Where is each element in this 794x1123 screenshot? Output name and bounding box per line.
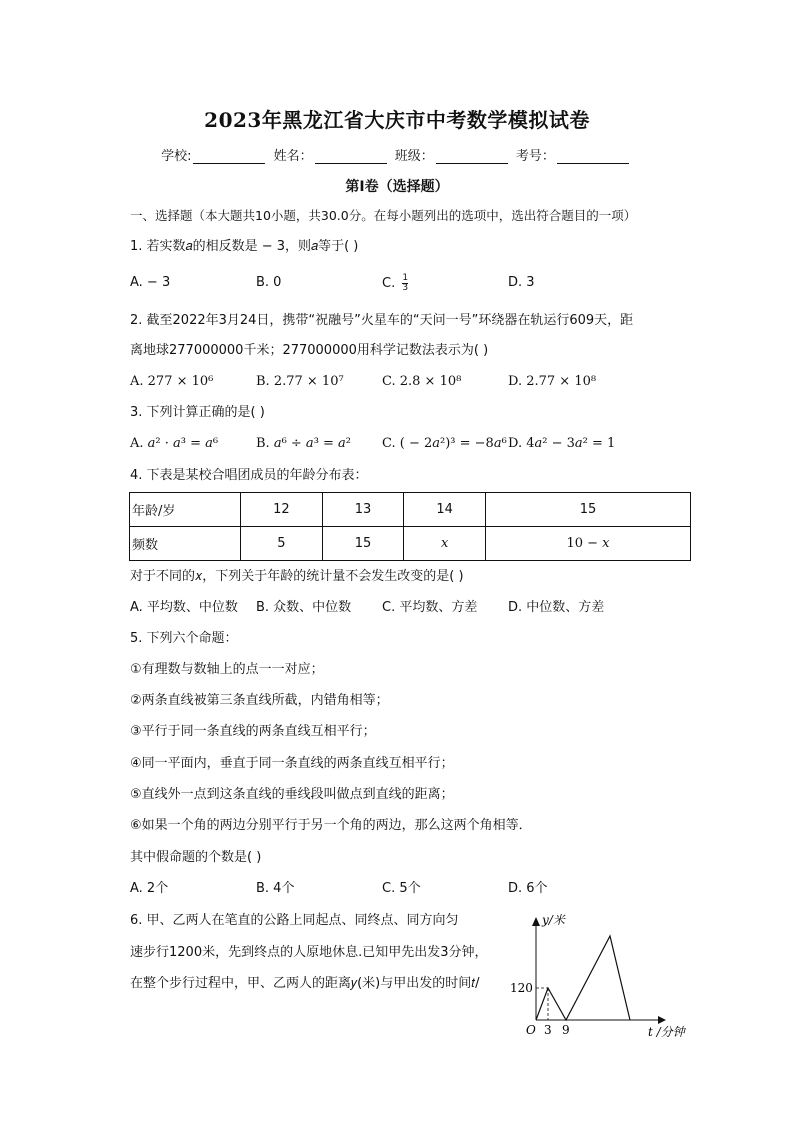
q2-option-b: B. 2.77 × 10⁷: [256, 374, 344, 389]
q5-item: ①有理数与数轴上的点一一对应；: [130, 662, 324, 677]
q5-option-b: B. 4个: [256, 881, 295, 896]
part1-heading: 一、选择题（本大题共10小题，共30.0分。在每小题列出的选项中，选出符合题目的一项）: [130, 208, 637, 223]
y-tick-120: 120: [510, 981, 533, 995]
table-cell: 15: [486, 493, 691, 527]
class-blank: [436, 149, 508, 164]
table-row: [130, 493, 691, 527]
table-cell: 14: [404, 493, 486, 527]
x-tick-3: 3: [544, 1023, 552, 1037]
name-label: 姓名：: [273, 149, 313, 164]
q6-line1: 6. 甲、乙两人在笔直的公路上同起点、同终点、同方向匀: [130, 913, 459, 928]
exam-no-label: 考号：: [515, 149, 555, 164]
q5-item: ②两条直线被第三条直线所截，内错角相等；: [130, 693, 389, 708]
q1-option-c: C. $\frac{1}{3}$: [382, 273, 409, 293]
y-axis-label: 𝑦/米: [542, 913, 565, 927]
page-title: 2023年黑龙江省大庆市中考数学模拟试卷: [204, 108, 590, 132]
q4-option-b: B. 众数、中位数: [256, 600, 352, 615]
q5-option-d: D. 6个: [508, 881, 548, 896]
q5-question: 其中假命题的个数是( ): [130, 850, 262, 865]
x-tick-9: 9: [562, 1023, 570, 1037]
table-cell: 12: [241, 493, 323, 527]
table-cell: 15: [322, 527, 404, 561]
q5-item: ③平行于同一条直线的两条直线互相平行；: [130, 724, 376, 739]
q4-question: 对于不同的𝑥，下列关于年龄的统计量不会发生改变的是( ): [130, 569, 464, 584]
q3-option-c: C. ( − 2𝑎²)³ = −8𝑎⁶: [382, 436, 507, 451]
q6-line2: 速步行1200米，先到终点的人原地休息.已知甲先出发3分钟，: [130, 945, 488, 960]
q5-option-a: A. 2个: [130, 881, 169, 896]
q3-option-b: B. 𝑎⁶ ÷ 𝑎³ = 𝑎²: [256, 436, 352, 451]
distance-time-graph: [506, 912, 706, 1042]
q2-stem-line1: 2. 截至2022年3月24日，携带“祝融号”火星车的“天问一号”环绕器在轨运行609天，距: [130, 313, 634, 328]
class-label: 班级：: [394, 149, 434, 164]
table-row: [130, 527, 691, 561]
distance-curve: [536, 936, 630, 1020]
q2-option-d: D. 2.77 × 10⁸: [508, 374, 597, 389]
name-blank: [315, 149, 387, 164]
q1-option-b: B. 0: [256, 275, 282, 290]
section-title: 第I卷（选择题）: [345, 179, 449, 195]
y-axis-arrow: [532, 917, 540, 926]
age-frequency-table: [129, 492, 691, 561]
q2-stem-line2: 离地球277000000千米；277000000用科学记数法表示为( ): [130, 343, 489, 358]
exam-no-blank: [557, 149, 629, 164]
table-cell: 频数: [130, 527, 241, 561]
q2-option-c: C. 2.8 × 10⁸: [382, 374, 462, 389]
student-info-row: [0, 145, 794, 164]
x-axis-label: 𝑡 /分钟: [648, 1025, 685, 1039]
school-label: 学校:: [161, 149, 192, 164]
q5-item: ④同一平面内，垂直于同一条直线的两条直线互相平行；: [130, 756, 454, 771]
q5-stem: 5. 下列六个命题：: [130, 631, 238, 646]
q5-option-c: C. 5个: [382, 881, 421, 896]
x-axis-arrow: [658, 1016, 666, 1024]
q4-stem: 4. 下表是某校合唱团成员的年龄分布表：: [130, 468, 368, 483]
q1-stem: 1. 若实数𝑎的相反数是 − 3，则𝑎等于( ): [130, 239, 359, 254]
table-cell: 10 − 𝑥: [486, 527, 691, 561]
table-cell: 5: [241, 527, 323, 561]
q3-option-a: A. 𝑎² · 𝑎³ = 𝑎⁶: [130, 436, 219, 451]
table-cell: 年龄/岁: [130, 493, 241, 527]
q2-option-a: A. 277 × 10⁶: [130, 374, 214, 389]
q3-option-d: D. 4𝑎² − 3𝑎² = 1: [508, 436, 616, 451]
table-cell: 𝑥: [404, 527, 486, 561]
q4-option-a: A. 平均数、中位数: [130, 600, 238, 615]
school-blank: [193, 149, 265, 164]
q3-stem: 3. 下列计算正确的是( ): [130, 405, 265, 420]
q4-option-d: D. 中位数、方差: [508, 600, 605, 615]
q6-line3: 在整个步行过程中，甲、乙两人的距离𝑦(米)与甲出发的时间𝑡/: [130, 976, 480, 991]
origin-label: O: [526, 1023, 536, 1037]
q1-c-denominator: 3: [402, 283, 409, 293]
q1-option-d: D. 3: [508, 275, 535, 290]
q1-c-numerator: 1: [402, 273, 409, 283]
q4-option-c: C. 平均数、方差: [382, 600, 478, 615]
q5-item: ⑤直线外一点到这条直线的垂线段叫做点到直线的距离；: [130, 787, 454, 802]
table-cell: 13: [322, 493, 404, 527]
q1-option-a: A. − 3: [130, 275, 171, 290]
q5-item: ⑥如果一个角的两边分别平行于另一个角的两边，那么这两个角相等．: [130, 818, 532, 833]
